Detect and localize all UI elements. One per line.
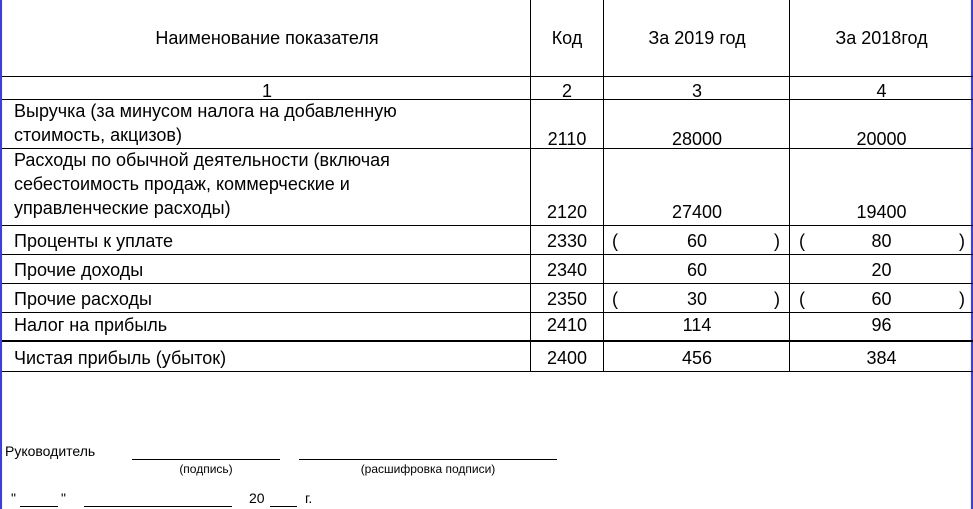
- grid-line: [2, 312, 973, 313]
- date-year-suffix: г.: [305, 490, 313, 506]
- row-net-profit-name: Чистая прибыль (убыток): [14, 348, 227, 368]
- paren-open: (: [799, 231, 805, 251]
- row-expenses-2018: 19400: [856, 202, 907, 222]
- decode-line: [299, 459, 557, 460]
- date-quote-open: ": [11, 490, 16, 506]
- date-year-prefix: 20: [249, 490, 265, 506]
- colnum-1: 1: [261, 81, 272, 101]
- date-year-line: [270, 506, 297, 507]
- row-other-expenses-2018: 60: [871, 289, 892, 309]
- paren-close: ): [959, 231, 965, 251]
- grid-line: [2, 225, 973, 226]
- header-year-2019: За 2019 год: [648, 28, 746, 48]
- row-revenue-name: Выручка (за минусом налога на добавленную стоимость, акцизов): [14, 101, 397, 145]
- colnum-4: 4: [876, 81, 887, 101]
- row-other-income-2018: 20: [871, 260, 892, 280]
- paren-close: ): [959, 289, 965, 309]
- signature-caption: (подпись): [179, 462, 233, 476]
- date-month-line: [84, 506, 232, 507]
- header-name: Наименование показателя: [155, 28, 379, 48]
- grid-line: [789, 0, 790, 372]
- row-other-expenses-name: Прочие расходы: [14, 289, 152, 309]
- grid-line: [2, 254, 973, 255]
- row-expenses-2019: 27400: [671, 202, 723, 222]
- grid-line: [2, 340, 973, 342]
- row-other-income-name: Прочие доходы: [14, 260, 144, 280]
- row-tax-code: 2410: [546, 315, 588, 335]
- grid-line: [2, 283, 973, 284]
- colnum-2: 2: [561, 81, 572, 101]
- row-tax-2019: 114: [682, 315, 712, 335]
- paren-open: (: [612, 289, 618, 309]
- grid-line: [2, 99, 973, 100]
- grid-line: [2, 371, 973, 372]
- grid-line: [603, 0, 604, 372]
- row-interest-2018: 80: [871, 231, 892, 251]
- row-net-profit-2018: 384: [866, 348, 897, 368]
- header-code: Код: [551, 28, 583, 48]
- row-other-expenses-code: 2350: [546, 289, 588, 309]
- date-day-line: [20, 506, 58, 507]
- paren-close: ): [774, 289, 780, 309]
- row-net-profit-2019: 456: [681, 348, 713, 368]
- grid-line: [2, 76, 973, 77]
- grid-line: [2, 148, 973, 149]
- grid-line: [530, 0, 531, 372]
- date-quote-close: ": [61, 490, 66, 506]
- row-other-income-code: 2340: [546, 260, 588, 280]
- row-other-expenses-2019: 30: [686, 289, 708, 309]
- row-tax-name: Налог на прибыль: [14, 315, 168, 335]
- row-revenue-2018: 20000: [856, 129, 907, 149]
- decode-caption: (расшифровка подписи): [360, 462, 496, 476]
- colnum-3: 3: [691, 81, 702, 101]
- row-expenses-code: 2120: [546, 202, 588, 222]
- signature-line: [132, 459, 280, 460]
- row-expenses-name: Расходы по обычной деятельности (включая себестоимость продаж, коммерческие и управленческие расходы): [14, 150, 390, 218]
- paren-open: (: [612, 231, 618, 251]
- row-interest-2019: 60: [686, 231, 708, 251]
- paren-close: ): [774, 231, 780, 251]
- row-tax-2018: 96: [871, 315, 892, 335]
- row-revenue-code: 2110: [547, 129, 587, 149]
- row-interest-name: Проценты к уплате: [14, 231, 173, 251]
- header-year-2018: За 2018год: [835, 28, 928, 48]
- paren-open: (: [799, 289, 805, 309]
- row-other-income-2019: 60: [686, 260, 708, 280]
- row-revenue-2019: 28000: [671, 129, 723, 149]
- row-net-profit-code: 2400: [546, 348, 588, 368]
- row-interest-code: 2330: [546, 231, 588, 251]
- signature-role: Руководитель: [5, 443, 96, 459]
